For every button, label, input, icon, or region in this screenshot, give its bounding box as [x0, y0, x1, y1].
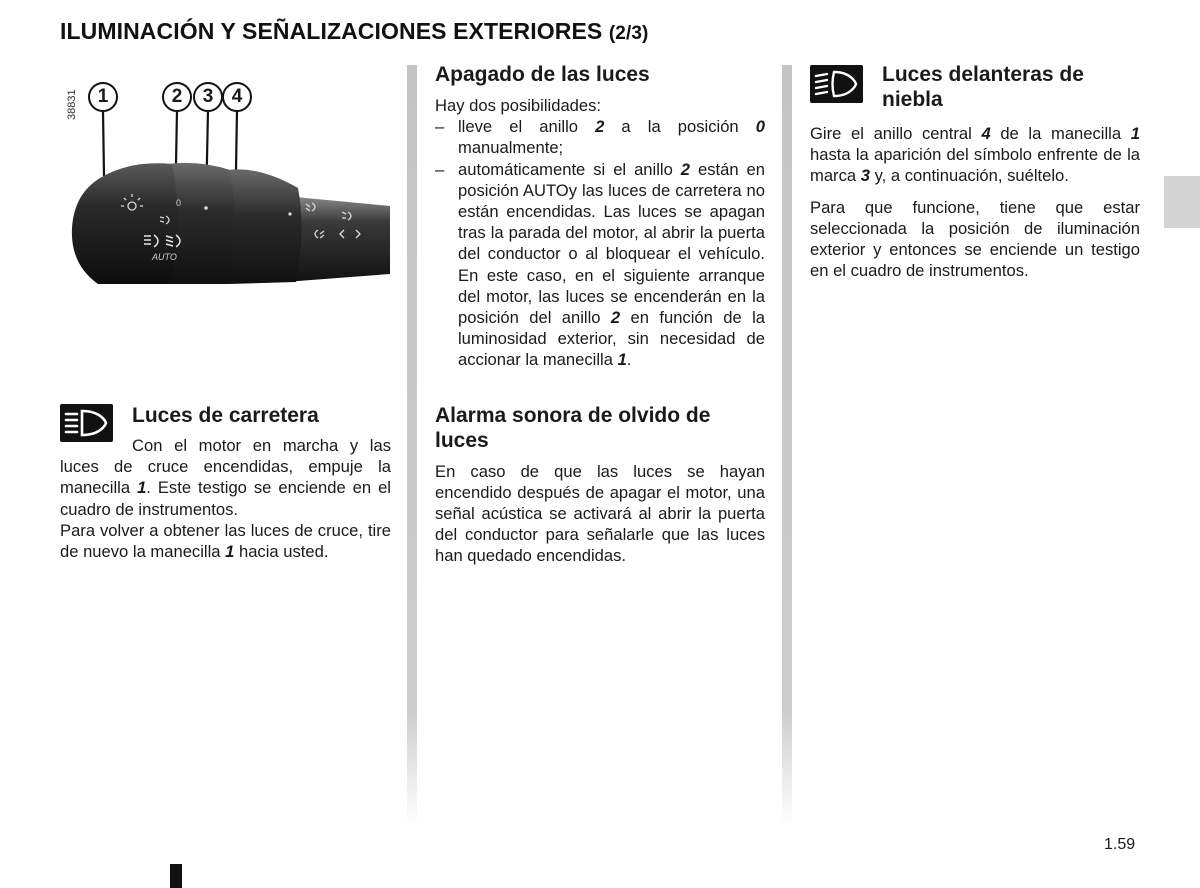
text-manual-c: manualmente; [458, 138, 564, 158]
ref-fog-mark: 3 [860, 166, 870, 186]
ref-auto-ring-2: 2 [610, 308, 621, 328]
text-auto-b: están en posición AUTOy las luces de carretera no están encendidas. Las luces se apagan tras la parada del motor, al abrir la puerta del conductor o al bloquear el vehículo. En este caso, en el siguiente arranque del motor, las luces se encenderán en la posición del anillo [458, 159, 765, 328]
text-fog-d: y, a continuación, suéltelo. [869, 166, 1069, 186]
page-number: 1.59 [1104, 836, 1136, 853]
text-high-beam-2: Para volver a obtener las luces de cruce, tire de nuevo la manecilla [60, 520, 391, 562]
section-heading-light-alarm: Alarma sonora de olvido de luces [435, 403, 711, 452]
ref-high-beam-2: 1 [225, 542, 235, 562]
column-divider-right [782, 65, 792, 825]
text-auto-d: . [626, 350, 632, 370]
section-heading-fog-lights: Luces delanteras de niebla [882, 63, 1084, 111]
auto-label: AUTO [152, 252, 177, 262]
paragraph-fog-lights-1 [810, 123, 1140, 187]
stalk-figure [60, 68, 394, 368]
leader-line-1 [103, 110, 104, 176]
page-title-suffix: (2/3) [608, 23, 649, 44]
callout-3: 3 [193, 82, 223, 112]
leader-line-4 [236, 110, 237, 170]
fog-ring-mark-dot [288, 212, 291, 215]
callout-2: 2 [162, 82, 192, 112]
section-tab [1164, 176, 1200, 228]
leader-line-2 [176, 110, 177, 164]
callout-1: 1 [88, 82, 118, 112]
text-fog-c: hasta la aparición del símbolo enfrente de la marca [810, 145, 1140, 186]
paragraph-high-beam-2 [60, 520, 391, 562]
list-item-automatic [435, 159, 765, 371]
stalk-illustration [60, 68, 394, 368]
text-auto-c: en función de la luminosidad exterior, sin necesidad de accionar la manecilla [458, 308, 765, 370]
list-item-manual [435, 116, 765, 158]
ref-auto-ring: 2 [680, 159, 691, 179]
text-fog-a: Gire el anillo central [810, 124, 982, 143]
page-title [60, 18, 648, 45]
paragraph-lights-off-intro: Hay dos posibilidades: [435, 96, 602, 115]
text-high-beam-2b: hacia usted. [234, 542, 329, 562]
text-manual-a: lleve el anillo [458, 117, 596, 137]
callout-4: 4 [222, 82, 252, 112]
text-high-beam-1b: . Este testigo se enciende en el cuadro de instrumentos. [60, 478, 391, 519]
ring-mark-dot [204, 206, 208, 210]
text-high-beam-1: Con el motor en marcha y las luces de cruce encendidas, empuje la manecilla [60, 436, 391, 498]
ref-manual-zero: 0 [755, 117, 765, 137]
paragraph-fog-lights-2: Para que funcione, tiene que estar seleccionada la posición de iluminación exterior y entonces se enciende un testigo en el cuadro de instrumentos. [810, 197, 1140, 281]
ref-manual-ring: 2 [595, 117, 605, 137]
page-title-text: ILUMINACIÓN Y SEÑALIZACIONES EXTERIORES [60, 18, 603, 44]
text-auto-a: automáticamente si el anillo [458, 159, 681, 179]
text-fog-b: de la manecilla [990, 124, 1131, 143]
column-lights-off [435, 62, 765, 567]
lights-off-options [435, 116, 765, 370]
edge-mark [170, 864, 182, 888]
ref-high-beam-1: 1 [137, 478, 147, 498]
ref-fog-stalk: 1 [1130, 124, 1140, 143]
figure-ref-number: 38831 [66, 89, 78, 120]
ref-auto-stalk: 1 [617, 350, 627, 370]
text-manual-b: a la posición [604, 117, 756, 137]
section-heading-lights-off: Apagado de las luces [435, 63, 650, 86]
section-heading-high-beam: Luces de carretera [132, 404, 319, 427]
paragraph-high-beam-1 [60, 435, 391, 520]
column-fog-lights [810, 62, 1140, 281]
ref-fog-ring: 4 [981, 124, 991, 143]
column-divider-left [407, 65, 417, 825]
column-high-beam [60, 403, 391, 562]
paragraph-light-alarm: En caso de que las luces se hayan encendido después de apagar el motor, una señal acústica se activará al abrir la puerta del conductor para señalarle que las luces han quedado encendidas. [435, 461, 765, 566]
ring-zero-label: 0 [176, 198, 182, 208]
